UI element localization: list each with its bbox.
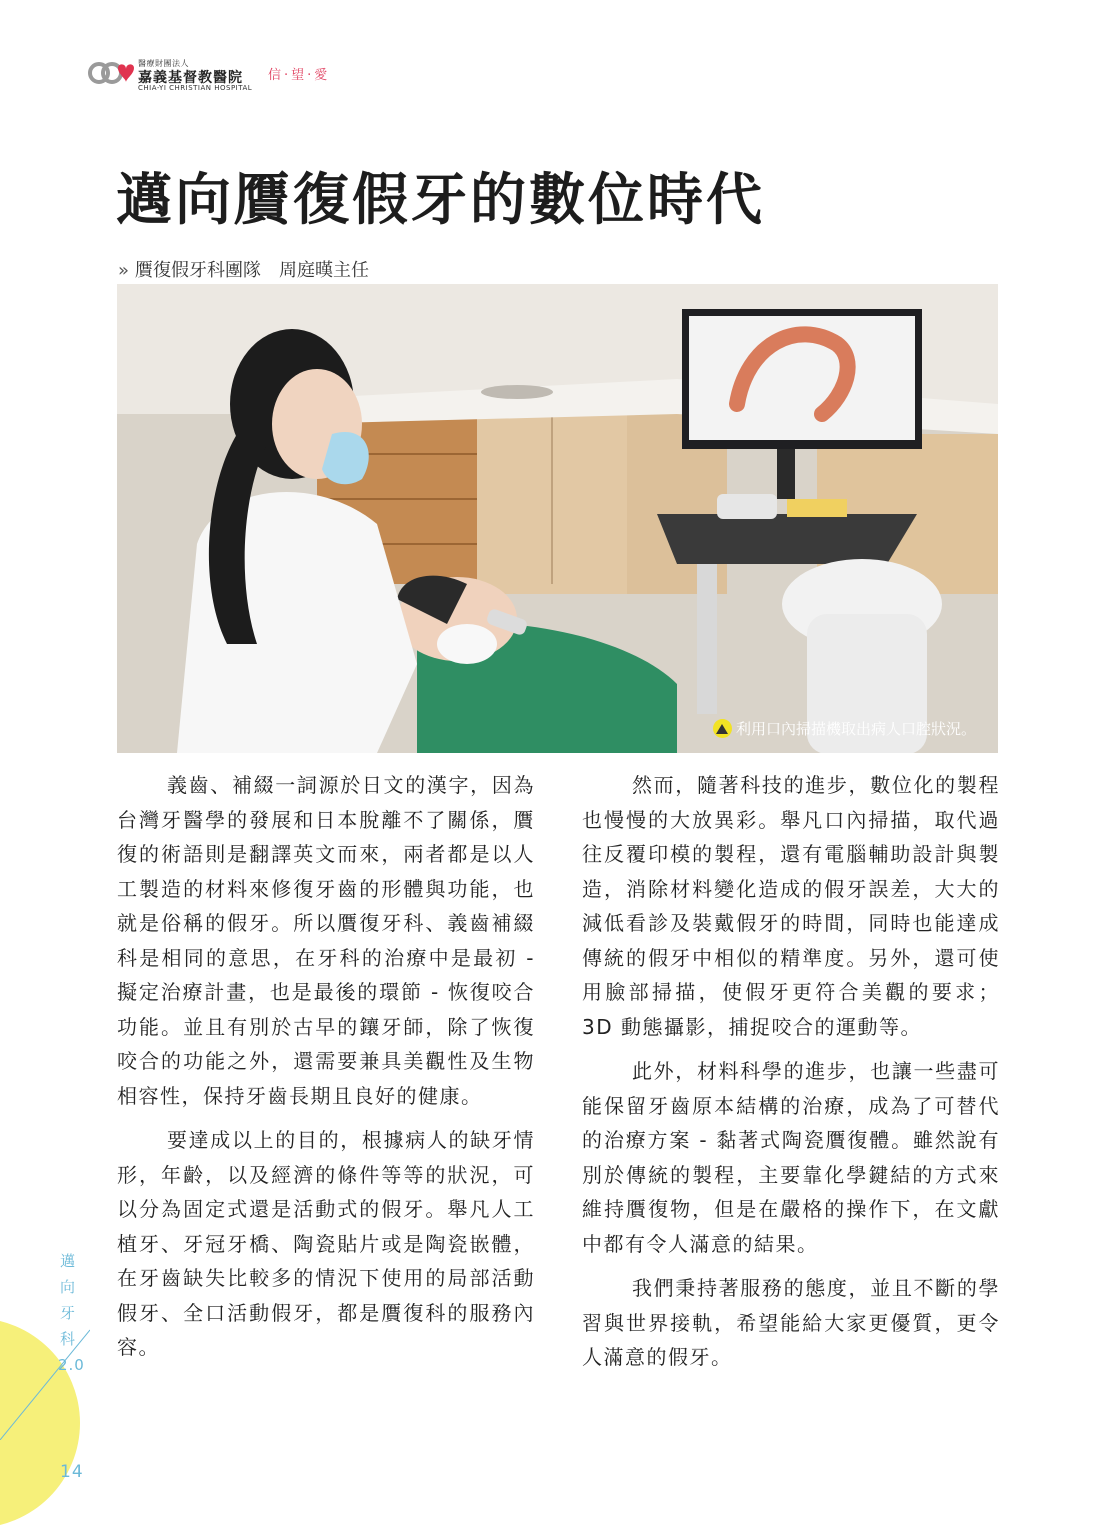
paragraph: 然而，隨著科技的進步，數位化的製程也慢慢的大放異彩。舉凡口內掃描，取代過往反覆印模的製程，還有電腦輔助設計與製造，消除材料變化造成的假牙誤差，大大的減低看診及裝戴假牙的時間，同時也能達成傳統的假牙中相似的精準度。另外，還可使用臉部掃描，使假牙更符合美觀的要求；3D 動態攝影，捕捉咬合的運動等。 [582, 773, 1000, 1039]
hospital-motto: 信‧望‧愛 [268, 68, 331, 83]
byline-text: 贋復假牙科團隊 周庭暵主任 [135, 260, 370, 281]
left-column [117, 768, 535, 1375]
hospital-logo-icon [88, 60, 134, 86]
section-tag [58, 1248, 85, 1378]
section-tag-char: 科 [59, 1330, 76, 1348]
dental-clinic-photo [117, 284, 998, 753]
article-photo [117, 284, 998, 753]
article-byline [118, 256, 369, 282]
section-tag-char: 向 [59, 1278, 76, 1296]
article-title: 邁向贋復假牙的數位時代 [116, 167, 765, 233]
org-name: 嘉義基督教醫院 [138, 70, 243, 86]
photo-caption-text: 利用口內掃描機取出病人口腔狀況。 [735, 720, 976, 738]
photo-caption [713, 718, 976, 739]
org-subtitle: 醫療財團法人 [138, 59, 189, 68]
right-column [582, 768, 1000, 1385]
paragraph: 我們秉持著服務的態度，並且不斷的學習與世界接軌，希望能給大家更優質，更令人滿意的假牙。 [582, 1276, 1000, 1369]
page-number: 14 [60, 1462, 84, 1482]
section-tag-char: 邁 [59, 1252, 76, 1270]
paragraph: 義齒、補綴一詞源於日文的漢字，因為台灣牙醫學的發展和日本脫離不了關係，贋復的術語則是翻譯英文而來，兩者都是以人工製造的材料來修復牙齒的形體與功能，也就是俗稱的假牙。所以贋復牙科、義齒補綴科是相同的意思，在牙科的治療中是最初 - 擬定治療計畫，也是最後的環節 - 恢復咬合功能。並且有別於古早的鑲牙師，除了恢復咬合的功能之外，還需要兼具美觀性及生物相容性，保持牙齒長期且良好的健康。 [117, 773, 535, 1108]
section-tag-char: 2.0 [58, 1356, 85, 1374]
section-tag-char: 牙 [59, 1304, 76, 1322]
paragraph: 此外，材料科學的進步，也讓一些盡可能保留牙齒原本結構的治療，成為了可替代的治療方案 - 黏著式陶瓷贋復體。雖然說有別於傳統的製程，主要靠化學鍵結的方式來維持贋復物，但是在嚴格的操作下，在文獻中都有令人滿意的結果。 [582, 1059, 1000, 1256]
byline-marker: » [118, 260, 130, 281]
triangle-icon [713, 719, 732, 738]
org-english-name: CHIA-YI CHRISTIAN HOSPITAL [138, 84, 253, 92]
paragraph: 要達成以上的目的，根據病人的缺牙情形，年齡，以及經濟的條件等等的狀況，可以分為固定式還是活動式的假牙。舉凡人工植牙、牙冠牙橋、陶瓷貼片或是陶瓷嵌體，在牙齒缺失比較多的情況下使用的局部活動假牙、全口活動假牙，都是贋復科的服務內容。 [117, 1128, 535, 1359]
